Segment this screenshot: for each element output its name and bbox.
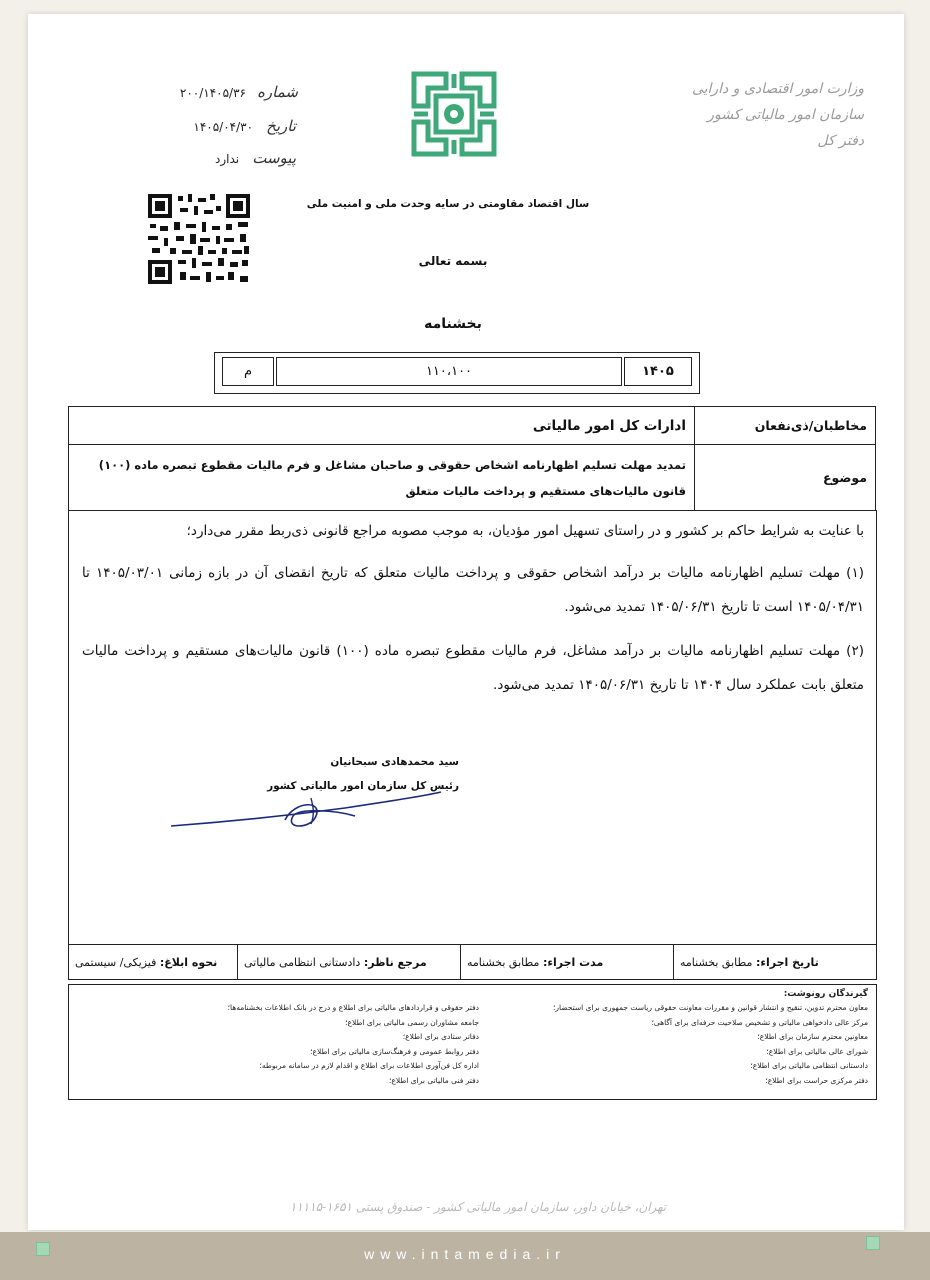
execution-info-row	[68, 944, 877, 980]
cc-right-item: معاونین محترم سازمان برای اطلاع؛	[757, 1032, 868, 1041]
website-url: www.intamedia.ir	[364, 1246, 566, 1262]
cc-right-item: شورای عالی مالیاتی برای اطلاع؛	[766, 1046, 868, 1056]
supervisor-value: دادستانی انتظامی مالیاتی	[244, 955, 361, 969]
notify-cell	[69, 945, 237, 979]
exec-date-cell	[673, 945, 876, 979]
cc-right-list	[478, 1001, 868, 1088]
qr-code-icon	[146, 192, 252, 286]
subject-row	[69, 445, 876, 511]
body-intro: با عنایت به شرایط حاکم بر کشور و در راستای تسهیل امور مؤدیان، به موجب مصوبه مراجع قانونی ذی‌ربط مقرر می‌دارد؛	[186, 523, 864, 539]
attachment-value: ندارد	[215, 152, 240, 166]
duration-label: مدت اجراء:	[542, 955, 604, 969]
cc-right-item: دادستانی انتظامی مالیاتی برای اطلاع؛	[750, 1061, 868, 1070]
cc-right-item: مرکز عالی دادخواهی مالیاتی و تشخیص صلاحیت حرفه‌ای برای آگاهی؛	[651, 1017, 868, 1027]
ministry-line-2: سازمان امور مالیاتی کشور	[707, 107, 864, 123]
duration-cell	[460, 945, 673, 979]
number-label: شماره	[257, 83, 298, 101]
addressee-row	[69, 407, 876, 445]
cc-title: گیرندگان رونوشت:	[783, 989, 868, 999]
meta-table	[68, 406, 876, 511]
tax-organization-logo-icon	[406, 66, 502, 162]
signatory-name: سید محمدهادی سبحانیان	[330, 756, 459, 768]
cc-left-item: دفاتر ستادی برای اطلاع؛	[402, 1032, 479, 1041]
cc-left-list	[179, 1001, 479, 1088]
invocation: بسمه تعالی	[418, 254, 488, 268]
subject-line-1: تمدید مهلت تسلیم اظهارنامه اشخاص حقوقی و صاحبان مشاغل و فرم مالیات مقطوع تبصره ماده (۱۰۰)	[98, 457, 686, 472]
body-item-1: (۱) مهلت تسلیم اظهارنامه مالیات بر درآمد اشخاص حقوقی و پرداخت مالیات متعلق که تاریخ انقضای آن در بازه زمانی ۱۴۰۵/۰۳/۰۱ تا ۱۴۰۵/۰۴/۳۱ است تا تاریخ ۱۴۰۵/۰۶/۳۱ تمدید می‌شود.	[82, 565, 864, 615]
attachment-block	[166, 148, 296, 167]
cc-right-item: معاون محترم تدوین، تنقیح و انتشار قوانین و مقررات معاونت حقوقی ریاست جمهوری برای استحضار؛	[552, 1003, 868, 1012]
supervisor-label: مرجع ناظر:	[363, 955, 427, 969]
exec-date-label: تاریخ اجراء:	[755, 955, 819, 969]
body-frame	[68, 510, 877, 945]
doc-type-title: بخشنامه	[424, 316, 482, 332]
address-footer: تهران، خیابان داور، سازمان امور مالیاتی کشور - صندوق پستی ۱۶۵۱-۱۱۱۱۵	[289, 1200, 667, 1214]
subject-value	[69, 445, 695, 511]
attachment-label: پیوست	[252, 149, 296, 167]
signatory-title: رئیس کل سازمان امور مالیاتی کشور	[267, 780, 459, 792]
footer-strip	[0, 1232, 930, 1280]
cc-left-item: دفتر روابط عمومی و فرهنگ‌سازی مالیاتی برای اطلاع؛	[310, 1046, 479, 1056]
date-value: ۱۴۰۵/۰۴/۳۰	[193, 120, 254, 134]
ministry-header	[664, 76, 864, 154]
cc-left-item: اداره کل فن‌آوری اطلاعات برای اطلاع و اقدام لازم در سامانه مربوطه؛	[259, 1061, 479, 1070]
reference-letter: م	[222, 357, 274, 386]
document-page	[28, 14, 904, 1230]
cc-left-item: دفتر فنی مالیاتی برای اطلاع؛	[388, 1075, 479, 1085]
cc-right-item: دفتر مرکزی حراست برای اطلاع؛	[765, 1075, 868, 1085]
subject-label: موضوع	[695, 445, 876, 511]
notify-value: فیزیکی/ سیستمی	[75, 955, 157, 969]
addressee-label: مخاطبان/ذی‌نفعان	[695, 407, 876, 445]
slogan: سال اقتصاد مقاومتی در سایه وحدت ملی و امنیت ملی	[306, 198, 590, 210]
cc-left-item: جامعه مشاوران رسمی مالیاتی برای اطلاع؛	[345, 1017, 479, 1027]
addressee-value: ادارات کل امور مالیاتی	[69, 407, 695, 445]
duration-value: مطابق بخشنامه	[467, 955, 540, 969]
body-item-2: (۲) مهلت تسلیم اظهارنامه مالیات بر درآمد مشاغل، فرم مالیات مقطوع تبصره ماده (۱۰۰) قانون مالیات‌های مستقیم و پرداخت مالیات متعلق بابت عملکرد سال ۱۴۰۴ تا تاریخ ۱۴۰۵/۰۶/۳۱ تمدید می‌شود.	[82, 643, 864, 693]
cc-left-item: دفتر حقوقی و قراردادهای مالیاتی برای اطلاع و درج در بانک اطلاعات بخشنامه‌ها؛	[227, 1003, 479, 1012]
number-block	[168, 82, 298, 101]
reference-year: ۱۴۰۵	[624, 357, 692, 386]
ministry-line-1: وزارت امور اقتصادی و دارایی	[691, 81, 864, 97]
cc-box	[68, 984, 877, 1100]
supervisor-cell	[237, 945, 460, 979]
date-label: تاریخ	[266, 117, 296, 135]
ministry-line-3: دفتر کل	[817, 133, 864, 149]
exec-date-value: مطابق بخشنامه	[680, 955, 753, 969]
notify-label: نحوه ابلاغ:	[159, 955, 218, 969]
reference-number: ۱۱۰،۱۰۰	[276, 357, 622, 386]
date-block	[146, 116, 296, 135]
handwritten-signature-icon	[165, 780, 445, 840]
number-value: ۲۰۰/۱۴۰۵/۳۶	[179, 86, 246, 100]
subject-line-2: قانون مالیات‌های مستقیم و پرداخت مالیات متعلق	[405, 483, 686, 498]
